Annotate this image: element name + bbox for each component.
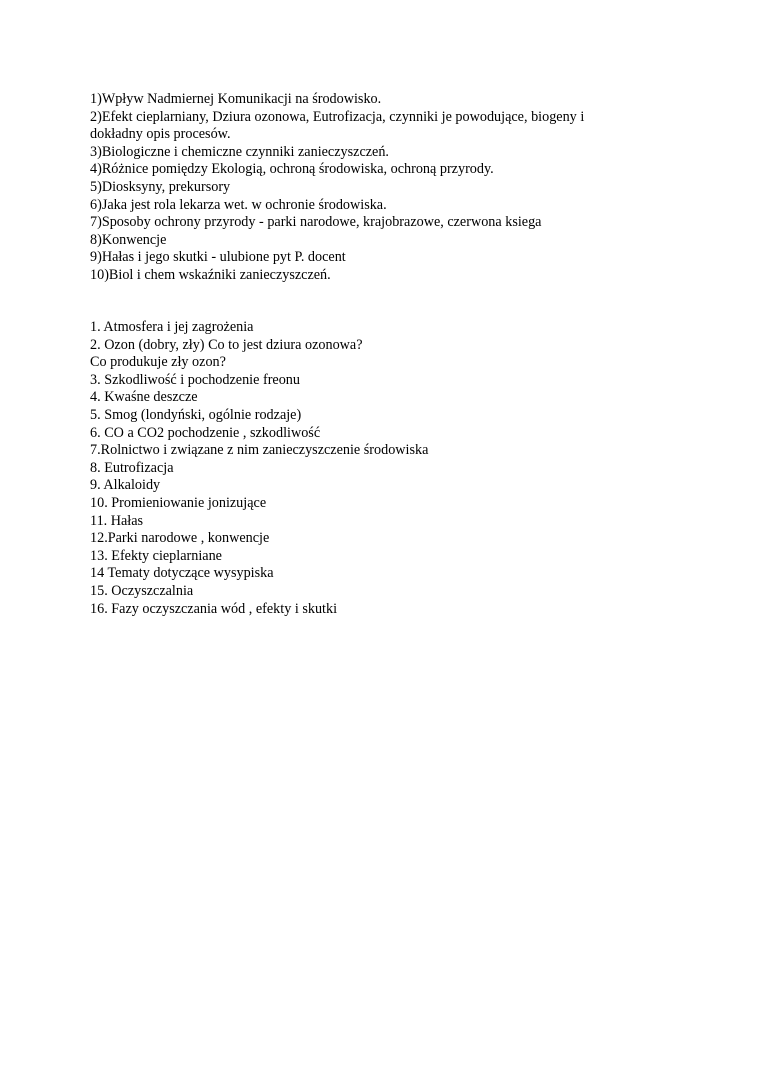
list-item: 14 Tematy dotyczące wysypiska xyxy=(90,565,274,582)
list-item: 4)Różnice pomiędzy Ekologią, ochroną środowiska, ochroną przyrody. xyxy=(90,161,494,178)
list-item: 10)Biol i chem wskaźniki zanieczyszczeń. xyxy=(90,266,331,283)
list-item: 3. Szkodliwość i pochodzenie freonu xyxy=(90,371,300,388)
list-item: 11. Hałas xyxy=(90,512,144,529)
list-item: 2)Efekt cieplarniany, Dziura ozonowa, Eutrofizacja, czynniki je powodujące, biogeny i xyxy=(90,108,585,125)
list-item: 16. Fazy oczyszczania wód , efekty i skutki xyxy=(90,600,338,617)
list-item: 5)Diosksyny, prekursory xyxy=(90,178,231,195)
topic-list-2 xyxy=(90,319,650,618)
list-item: 7)Sposoby ochrony przyrody - parki narodowe, krajobrazowe, czerwona ksiega xyxy=(90,214,542,231)
list-item: 1)Wpływ Nadmiernej Komunikacji na środowisko. xyxy=(90,91,382,107)
list-item: 9. Alkaloidy xyxy=(90,477,161,494)
list-item: 8)Konwencje xyxy=(90,231,167,248)
list-item: 13. Efekty cieplarniane xyxy=(90,547,222,564)
topic-list-1 xyxy=(90,91,650,285)
list-item: 6)Jaka jest rola lekarza wet. w ochronie środowiska. xyxy=(90,196,387,213)
list-item: 12.Parki narodowe , konwencje xyxy=(90,530,270,547)
list-item: 10. Promieniowanie jonizujące xyxy=(90,494,267,511)
list-item: 3)Biologiczne i chemiczne czynniki zanieczyszczeń. xyxy=(90,143,389,160)
list-item: 4. Kwaśne deszcze xyxy=(90,389,198,406)
list-item: 9)Hałas i jego skutki - ulubione pyt P. docent xyxy=(90,249,346,266)
list-item: 8. Eutrofizacja xyxy=(90,459,174,476)
list-item: dokładny opis procesów. xyxy=(90,126,231,143)
list-item: 2. Ozon (dobry, zły) Co to jest dziura ozonowa? xyxy=(90,336,363,353)
list-item: 5. Smog (londyński, ogólnie rodzaje) xyxy=(90,406,302,423)
list-item: 6. CO a CO2 pochodzenie , szkodliwość xyxy=(90,424,321,441)
list-item: 15. Oczyszczalnia xyxy=(90,582,194,599)
list-item: 1. Atmosfera i jej zagrożenia xyxy=(90,319,254,335)
list-item: Co produkuje zły ozon? xyxy=(90,354,226,371)
list-item: 7.Rolnictwo i związane z nim zanieczyszczenie środowiska xyxy=(90,442,429,459)
